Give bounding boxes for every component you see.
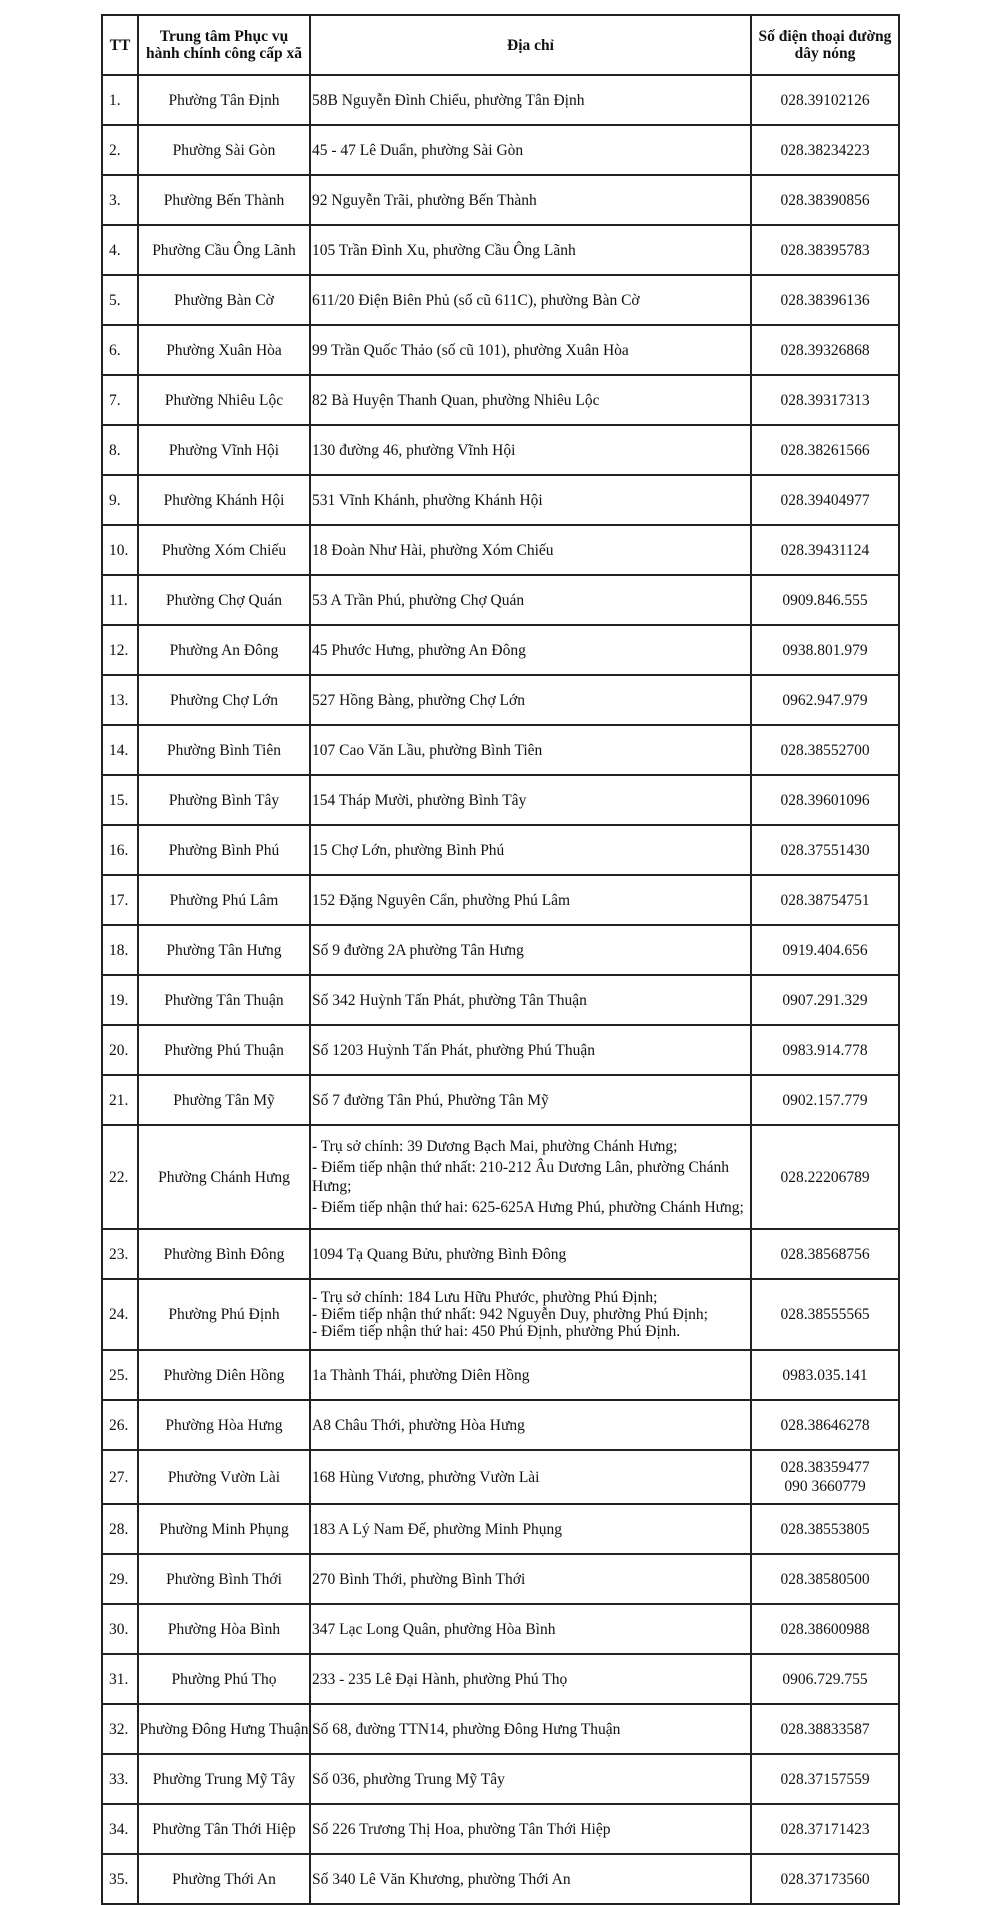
hotline-phone: 028.38552700 xyxy=(751,725,899,775)
row-number: 33. xyxy=(102,1754,138,1804)
hotline-phone: 028.38754751 xyxy=(751,875,899,925)
center-address: Số 7 đường Tân Phú, Phường Tân Mỹ xyxy=(310,1075,751,1125)
row-number: 23. xyxy=(102,1229,138,1279)
row-number: 10. xyxy=(102,525,138,575)
center-name: Phường Tân Mỹ xyxy=(138,1075,310,1125)
center-name: Phường Xuân Hòa xyxy=(138,325,310,375)
table-row xyxy=(102,125,899,175)
center-address: 270 Bình Thới, phường Bình Thới xyxy=(310,1554,751,1604)
center-address: 168 Hùng Vương, phường Vườn Lài xyxy=(310,1450,751,1504)
center-address: Số 68, đường TTN14, phường Đông Hưng Thuận xyxy=(310,1704,751,1754)
center-name: Phường Phú Thuận xyxy=(138,1025,310,1075)
row-number: 13. xyxy=(102,675,138,725)
center-address: A8 Châu Thới, phường Hòa Hưng xyxy=(310,1400,751,1450)
row-number: 14. xyxy=(102,725,138,775)
hotline-phone xyxy=(751,1450,899,1504)
header-center-line: hành chính công cấp xã xyxy=(146,45,302,62)
center-name: Phường Bàn Cờ xyxy=(138,275,310,325)
row-number: 35. xyxy=(102,1854,138,1904)
center-name: Phường Hòa Bình xyxy=(138,1604,310,1654)
table-row xyxy=(102,1025,899,1075)
hotline-phone: 028.38580500 xyxy=(751,1554,899,1604)
center-name: Phường Tân Thuận xyxy=(138,975,310,1025)
hotline-phone: 028.38568756 xyxy=(751,1229,899,1279)
row-number: 15. xyxy=(102,775,138,825)
row-number: 17. xyxy=(102,875,138,925)
row-number: 8. xyxy=(102,425,138,475)
header-address: Địa chỉ xyxy=(310,15,751,75)
table-row xyxy=(102,725,899,775)
hotline-phone: 0938.801.979 xyxy=(751,625,899,675)
hotline-phone: 0907.291.329 xyxy=(751,975,899,1025)
center-name: Phường Bình Đông xyxy=(138,1229,310,1279)
table-row xyxy=(102,1654,899,1704)
center-name: Phường Diên Hồng xyxy=(138,1350,310,1400)
hotline-phone: 028.38833587 xyxy=(751,1704,899,1754)
row-number: 3. xyxy=(102,175,138,225)
hotline-phone: 028.38555565 xyxy=(751,1279,899,1350)
row-number: 18. xyxy=(102,925,138,975)
row-number: 5. xyxy=(102,275,138,325)
center-name: Phường Tân Định xyxy=(138,75,310,125)
center-name: Phường Phú Định xyxy=(138,1279,310,1350)
center-name: Phường Xóm Chiếu xyxy=(138,525,310,575)
center-name: Phường Khánh Hội xyxy=(138,475,310,525)
table-row xyxy=(102,1450,899,1504)
center-address: 611/20 Điện Biên Phủ (số cũ 611C), phường Bàn Cờ xyxy=(310,275,751,325)
center-address: 154 Tháp Mười, phường Bình Tây xyxy=(310,775,751,825)
hotline-phone: 028.22206789 xyxy=(751,1125,899,1229)
center-address: 531 Vĩnh Khánh, phường Khánh Hội xyxy=(310,475,751,525)
table-row xyxy=(102,825,899,875)
row-number: 6. xyxy=(102,325,138,375)
row-number: 20. xyxy=(102,1025,138,1075)
hotline-phone: 028.38234223 xyxy=(751,125,899,175)
center-address: 1a Thành Thái, phường Diên Hồng xyxy=(310,1350,751,1400)
center-address: 1094 Tạ Quang Bửu, phường Bình Đông xyxy=(310,1229,751,1279)
table-row xyxy=(102,1754,899,1804)
header-center xyxy=(138,15,310,75)
table-row xyxy=(102,775,899,825)
center-name: Phường Bình Phú xyxy=(138,825,310,875)
header-phone xyxy=(751,15,899,75)
row-number: 9. xyxy=(102,475,138,525)
row-number: 12. xyxy=(102,625,138,675)
center-name: Phường Phú Lâm xyxy=(138,875,310,925)
row-number: 34. xyxy=(102,1804,138,1854)
center-address: 45 Phước Hưng, phường An Đông xyxy=(310,625,751,675)
center-address: 347 Lạc Long Quân, phường Hòa Bình xyxy=(310,1604,751,1654)
center-name: Phường Thới An xyxy=(138,1854,310,1904)
table-row xyxy=(102,225,899,275)
row-number: 16. xyxy=(102,825,138,875)
center-address: 233 - 235 Lê Đại Hành, phường Phú Thọ xyxy=(310,1654,751,1704)
center-name: Phường Sài Gòn xyxy=(138,125,310,175)
row-number: 7. xyxy=(102,375,138,425)
table-header-row xyxy=(102,15,899,75)
center-name: Phường Nhiêu Lộc xyxy=(138,375,310,425)
table-row xyxy=(102,275,899,325)
table-row xyxy=(102,325,899,375)
hotline-phone: 0983.035.141 xyxy=(751,1350,899,1400)
phone-line: 028.38359477 xyxy=(780,1459,870,1476)
center-address: 130 đường 46, phường Vĩnh Hội xyxy=(310,425,751,475)
hotline-phone: 0962.947.979 xyxy=(751,675,899,725)
hotline-phone: 028.39102126 xyxy=(751,75,899,125)
center-address: Số 342 Huỳnh Tấn Phát, phường Tân Thuận xyxy=(310,975,751,1025)
center-name: Phường Bình Tây xyxy=(138,775,310,825)
center-name: Phường Phú Thọ xyxy=(138,1654,310,1704)
address-line: - Điểm tiếp nhận thứ nhất: 942 Nguyễn Duy, phường Phú Định; xyxy=(312,1306,708,1323)
table-row xyxy=(102,475,899,525)
center-address: Số 1203 Huỳnh Tấn Phát, phường Phú Thuận xyxy=(310,1025,751,1075)
row-number: 11. xyxy=(102,575,138,625)
center-address: 53 A Trần Phú, phường Chợ Quán xyxy=(310,575,751,625)
center-address: 82 Bà Huyện Thanh Quan, phường Nhiêu Lộc xyxy=(310,375,751,425)
row-number: 32. xyxy=(102,1704,138,1754)
hotline-phone: 0902.157.779 xyxy=(751,1075,899,1125)
document-page xyxy=(101,14,900,1905)
center-name: Phường Chợ Quán xyxy=(138,575,310,625)
row-number: 26. xyxy=(102,1400,138,1450)
center-name: Phường Trung Mỹ Tây xyxy=(138,1754,310,1804)
hotline-phone: 028.38396136 xyxy=(751,275,899,325)
table-row xyxy=(102,925,899,975)
service-center-table xyxy=(101,14,900,1905)
center-address: 105 Trần Đình Xu, phường Cầu Ông Lãnh xyxy=(310,225,751,275)
center-address: 527 Hồng Bàng, phường Chợ Lớn xyxy=(310,675,751,725)
center-name: Phường Bình Thới xyxy=(138,1554,310,1604)
row-number: 2. xyxy=(102,125,138,175)
center-name: Phường Tân Hưng xyxy=(138,925,310,975)
center-address: Số 9 đường 2A phường Tân Hưng xyxy=(310,925,751,975)
row-number: 29. xyxy=(102,1554,138,1604)
center-address: Số 340 Lê Văn Khương, phường Thới An xyxy=(310,1854,751,1904)
center-name: Phường Vĩnh Hội xyxy=(138,425,310,475)
center-address: 18 Đoàn Như Hài, phường Xóm Chiếu xyxy=(310,525,751,575)
center-address: 45 - 47 Lê Duẩn, phường Sài Gòn xyxy=(310,125,751,175)
header-phone-line: dây nóng xyxy=(794,45,856,62)
table-row xyxy=(102,975,899,1025)
table-row xyxy=(102,425,899,475)
hotline-phone: 0909.846.555 xyxy=(751,575,899,625)
center-name: Phường Chợ Lớn xyxy=(138,675,310,725)
address-line: - Điểm tiếp nhận thứ hai: 450 Phú Định, phường Phú Định. xyxy=(312,1323,681,1340)
table-row xyxy=(102,1350,899,1400)
table-row xyxy=(102,1075,899,1125)
table-row xyxy=(102,625,899,675)
hotline-phone: 028.39404977 xyxy=(751,475,899,525)
row-number: 19. xyxy=(102,975,138,1025)
hotline-phone: 028.37551430 xyxy=(751,825,899,875)
row-number: 25. xyxy=(102,1350,138,1400)
row-number: 27. xyxy=(102,1450,138,1504)
center-address xyxy=(310,1125,751,1229)
table-row xyxy=(102,1400,899,1450)
center-name: Phường Minh Phụng xyxy=(138,1504,310,1554)
center-name: Phường Bình Tiên xyxy=(138,725,310,775)
hotline-phone: 0919.404.656 xyxy=(751,925,899,975)
row-number: 24. xyxy=(102,1279,138,1350)
table-row xyxy=(102,875,899,925)
center-address: 58B Nguyễn Đình Chiểu, phường Tân Định xyxy=(310,75,751,125)
table-row xyxy=(102,75,899,125)
center-address: 92 Nguyễn Trãi, phường Bến Thành xyxy=(310,175,751,225)
center-name: Phường Bến Thành xyxy=(138,175,310,225)
table-row xyxy=(102,1554,899,1604)
hotline-phone: 028.37171423 xyxy=(751,1804,899,1854)
row-number: 30. xyxy=(102,1604,138,1654)
hotline-phone: 028.37173560 xyxy=(751,1854,899,1904)
row-number: 21. xyxy=(102,1075,138,1125)
center-address: 183 A Lý Nam Đế, phường Minh Phụng xyxy=(310,1504,751,1554)
center-address: Số 226 Trương Thị Hoa, phường Tân Thới Hiệp xyxy=(310,1804,751,1854)
table-row xyxy=(102,1854,899,1904)
row-number: 28. xyxy=(102,1504,138,1554)
hotline-phone: 028.38261566 xyxy=(751,425,899,475)
table-row xyxy=(102,525,899,575)
hotline-phone: 028.39317313 xyxy=(751,375,899,425)
row-number: 1. xyxy=(102,75,138,125)
hotline-phone: 0983.914.778 xyxy=(751,1025,899,1075)
address-line: - Điểm tiếp nhận thứ hai: 625-625A Hưng Phú, phường Chánh Hưng; xyxy=(312,1199,744,1216)
table-row xyxy=(102,1229,899,1279)
address-line: - Điểm tiếp nhận thứ nhất: 210-212 Âu Dương Lân, phường Chánh Hưng; xyxy=(312,1159,729,1195)
hotline-phone: 028.37157559 xyxy=(751,1754,899,1804)
center-name: Phường Cầu Ông Lãnh xyxy=(138,225,310,275)
center-name: Phường Hòa Hưng xyxy=(138,1400,310,1450)
hotline-phone: 028.38390856 xyxy=(751,175,899,225)
center-name: Phường Chánh Hưng xyxy=(138,1125,310,1229)
address-line: - Trụ sở chính: 184 Lưu Hữu Phước, phường Phú Định; xyxy=(312,1289,658,1306)
header-center-line: Trung tâm Phục vụ xyxy=(159,28,289,45)
center-address: Số 036, phường Trung Mỹ Tây xyxy=(310,1754,751,1804)
hotline-phone: 028.38646278 xyxy=(751,1400,899,1450)
hotline-phone: 028.39431124 xyxy=(751,525,899,575)
center-address: 107 Cao Văn Lầu, phường Bình Tiên xyxy=(310,725,751,775)
center-name: Phường Tân Thới Hiệp xyxy=(138,1804,310,1854)
hotline-phone: 028.39326868 xyxy=(751,325,899,375)
table-row xyxy=(102,1125,899,1229)
hotline-phone: 028.38553805 xyxy=(751,1504,899,1554)
center-address: 99 Trần Quốc Thảo (số cũ 101), phường Xuân Hòa xyxy=(310,325,751,375)
address-line: - Trụ sở chính: 39 Dương Bạch Mai, phường Chánh Hưng; xyxy=(312,1138,678,1155)
hotline-phone: 028.38395783 xyxy=(751,225,899,275)
table-row xyxy=(102,1604,899,1654)
row-number: 4. xyxy=(102,225,138,275)
table-row xyxy=(102,1704,899,1754)
center-address: 152 Đặng Nguyên Cẩn, phường Phú Lâm xyxy=(310,875,751,925)
table-row xyxy=(102,675,899,725)
center-name: Phường Đông Hưng Thuận xyxy=(138,1704,310,1754)
header-phone-line: Số điện thoại đường xyxy=(758,28,892,45)
hotline-phone: 028.39601096 xyxy=(751,775,899,825)
header-tt: TT xyxy=(102,15,138,75)
center-address xyxy=(310,1279,751,1350)
row-number: 31. xyxy=(102,1654,138,1704)
center-name: Phường An Đông xyxy=(138,625,310,675)
table-row xyxy=(102,1279,899,1350)
table-row xyxy=(102,1804,899,1854)
phone-line: 090 3660779 xyxy=(784,1478,866,1495)
center-address: 15 Chợ Lớn, phường Bình Phú xyxy=(310,825,751,875)
center-name: Phường Vườn Lài xyxy=(138,1450,310,1504)
table-row xyxy=(102,1504,899,1554)
table-row xyxy=(102,175,899,225)
table-row xyxy=(102,575,899,625)
hotline-phone: 028.38600988 xyxy=(751,1604,899,1654)
table-row xyxy=(102,375,899,425)
row-number: 22. xyxy=(102,1125,138,1229)
hotline-phone: 0906.729.755 xyxy=(751,1654,899,1704)
